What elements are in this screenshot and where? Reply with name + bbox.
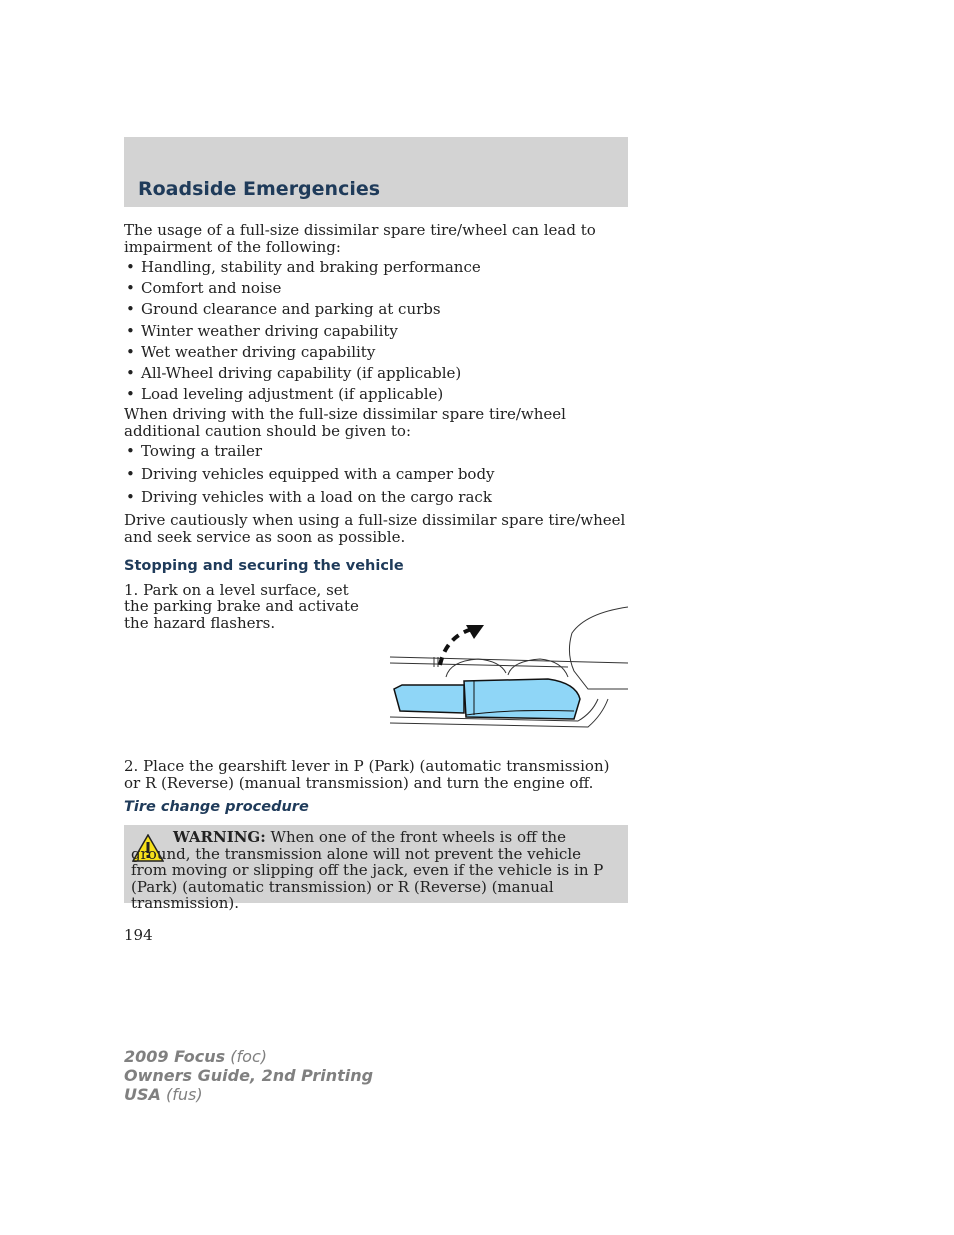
footer <box>124 1047 373 1104</box>
footer-model: 2009 Focus <box>124 1047 226 1066</box>
list-item: • Load leveling adjustment (if applicable) <box>124 386 628 403</box>
parking-brake-illustration <box>388 603 628 735</box>
list-item: • Handling, stability and braking performance <box>124 259 628 276</box>
cupholder-left <box>446 659 506 677</box>
list-item: • Driving vehicles with a load on the cargo rack <box>124 489 628 506</box>
list-item: • Driving vehicles equipped with a camper body <box>124 466 628 483</box>
list-item: • Comfort and noise <box>124 280 628 297</box>
seat-outline <box>569 607 628 689</box>
warning-label: WARNING: <box>173 828 266 846</box>
list-item: • Towing a trailer <box>124 443 628 460</box>
warning-box <box>124 825 628 912</box>
warning-body: When one of the front wheels is off the ground, the transmission alone will not prevent the vehicle from moving or slipping off the jack, even if the vehicle is in P (Park) (automatic transmission) or R (Reverse) (manual transmission). <box>131 828 604 912</box>
list-item: • Ground clearance and parking at curbs <box>124 301 628 318</box>
arrow-curve <box>440 629 472 665</box>
list-item: • Wet weather driving capability <box>124 344 628 361</box>
main-content <box>124 222 628 631</box>
stopping-heading: Stopping and securing the vehicle <box>124 558 404 575</box>
intro-paragraph: The usage of a full-size dissimilar spare tire/wheel can lead to impairment of the following: <box>124 221 596 256</box>
closing-paragraph: Drive cautiously when using a full-size dissimilar spare tire/wheel and seek service as soon as possible. <box>124 511 626 546</box>
impairment-list <box>124 259 628 403</box>
footer-line-2 <box>124 1066 373 1085</box>
footer-region: USA <box>124 1085 161 1104</box>
warning-text <box>131 829 619 912</box>
brake-button <box>394 685 464 713</box>
list-item: • Winter weather driving capability <box>124 323 628 340</box>
step-2: 2. Place the gearshift lever in P (Park) (automatic transmission) or R (Reverse) (manual transmission) and turn the engine off. <box>124 757 610 792</box>
list-item: • All-Wheel driving capability (if applicable) <box>124 365 628 382</box>
tire-change-heading: Tire change procedure <box>124 799 309 815</box>
footer-line-3 <box>124 1085 373 1104</box>
footer-guide: Owners Guide, 2nd Printing <box>124 1066 374 1085</box>
console-line-top <box>390 657 628 663</box>
page-number: 194 <box>124 926 153 944</box>
footer-region-code: (fus) <box>166 1085 203 1104</box>
step-1: 1. Park on a level surface, set the parking brake and activate the hazard flashers. <box>124 580 359 632</box>
footer-model-code: (foc) <box>230 1047 267 1066</box>
section-title: Roadside Emergencies <box>138 178 381 200</box>
caution-list <box>124 443 628 506</box>
caution-intro: When driving with the full-size dissimilar spare tire/wheel additional caution should be given to: <box>124 405 566 440</box>
footer-line-1 <box>124 1047 373 1066</box>
